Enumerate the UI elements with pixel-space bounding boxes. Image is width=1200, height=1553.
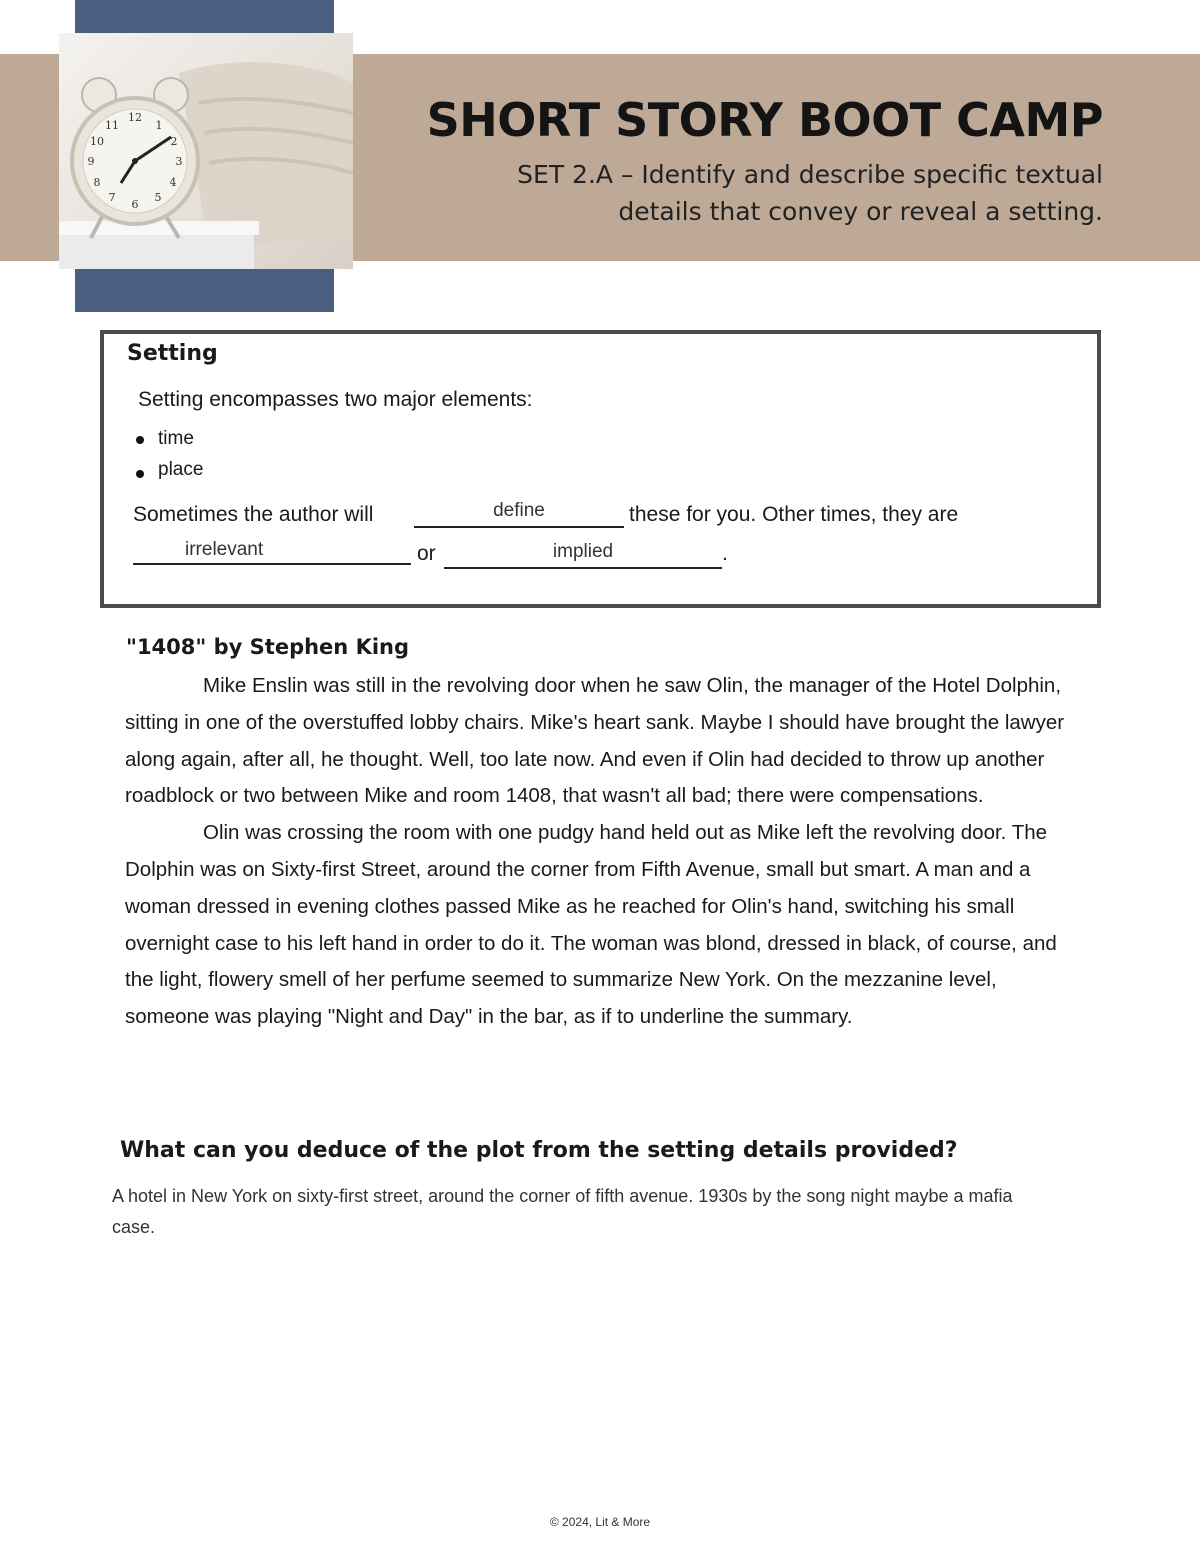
svg-text:12: 12 <box>128 111 142 124</box>
blank-2-answer[interactable]: irrelevant <box>133 539 411 565</box>
connector-or: or <box>417 542 436 565</box>
setting-intro: Setting encompasses two major elements: <box>138 388 533 411</box>
svg-text:8: 8 <box>93 176 101 189</box>
end-punctuation: . <box>722 542 728 565</box>
svg-text:9: 9 <box>87 155 95 168</box>
copyright-footer: © 2024, Lit & More <box>549 1515 651 1529</box>
blank-1-answer[interactable]: define <box>414 500 624 528</box>
svg-text:2: 2 <box>170 135 178 148</box>
svg-text:1: 1 <box>155 119 163 132</box>
bullet-dot <box>136 436 144 444</box>
story-excerpt <box>125 668 1080 1036</box>
sentence-part-2: these for you. Other times, they are <box>629 503 959 526</box>
svg-text:10: 10 <box>90 135 104 148</box>
bullet-label: time <box>158 428 194 449</box>
svg-text:7: 7 <box>108 191 116 204</box>
page-subtitle <box>517 156 1103 230</box>
setting-heading: Setting <box>127 341 218 366</box>
svg-text:3: 3 <box>175 155 183 168</box>
question-prompt: What can you deduce of the plot from the setting details provided? <box>120 1138 958 1163</box>
story-paragraph-2: Olin was crossing the room with one pudgy hand held out as Mike left the revolving door. The Dolphin was on Sixty-first Street, around the corner from Fifth Avenue, small but smart. A man and a woman dressed in evening clothes passed Mike as he reached for Olin's hand, switching his small overnight case to his left hand in order to do it. The woman was blond, dressed in black, of course, and the light, flowery smell of her perfume seemed to summarize New York. On the mezzanine level, someone was playing "Night and Day" in the bar, as if to underline the summary. <box>125 821 1057 1029</box>
page-title: SHORT STORY BOOT CAMP <box>426 93 1103 147</box>
svg-text:11: 11 <box>105 119 119 132</box>
svg-text:6: 6 <box>131 198 139 211</box>
svg-text:4: 4 <box>169 176 177 189</box>
subtitle-line-2: details that convey or reveal a setting. <box>618 197 1103 226</box>
bullet-dot <box>136 470 144 478</box>
answer-text[interactable]: A hotel in New York on sixty-first street, around the corner of fifth avenue. 1930s by the song night maybe a mafia case. <box>112 1186 1013 1237</box>
story-paragraph-1: Mike Enslin was still in the revolving door when he saw Olin, the manager of the Hotel Dolphin, sitting in one of the overstuffed lobby chairs. Mike's heart sank. Maybe I should have brought the lawyer along again, after all, he thought. Well, too late now. And even if Olin had decided to throw up another roadblock or two between Mike and room 1408, that wasn't all bad; there were compensations. <box>125 674 1065 808</box>
alarm-clock-photo <box>59 33 353 269</box>
bullet-label: place <box>158 459 204 480</box>
story-title: "1408" by Stephen King <box>126 635 410 659</box>
svg-text:5: 5 <box>154 191 162 204</box>
blank-3-answer[interactable]: implied <box>444 541 722 569</box>
sentence-part-1: Sometimes the author will <box>133 503 374 526</box>
subtitle-line-1: SET 2.A – Identify and describe specific textual <box>517 160 1103 189</box>
